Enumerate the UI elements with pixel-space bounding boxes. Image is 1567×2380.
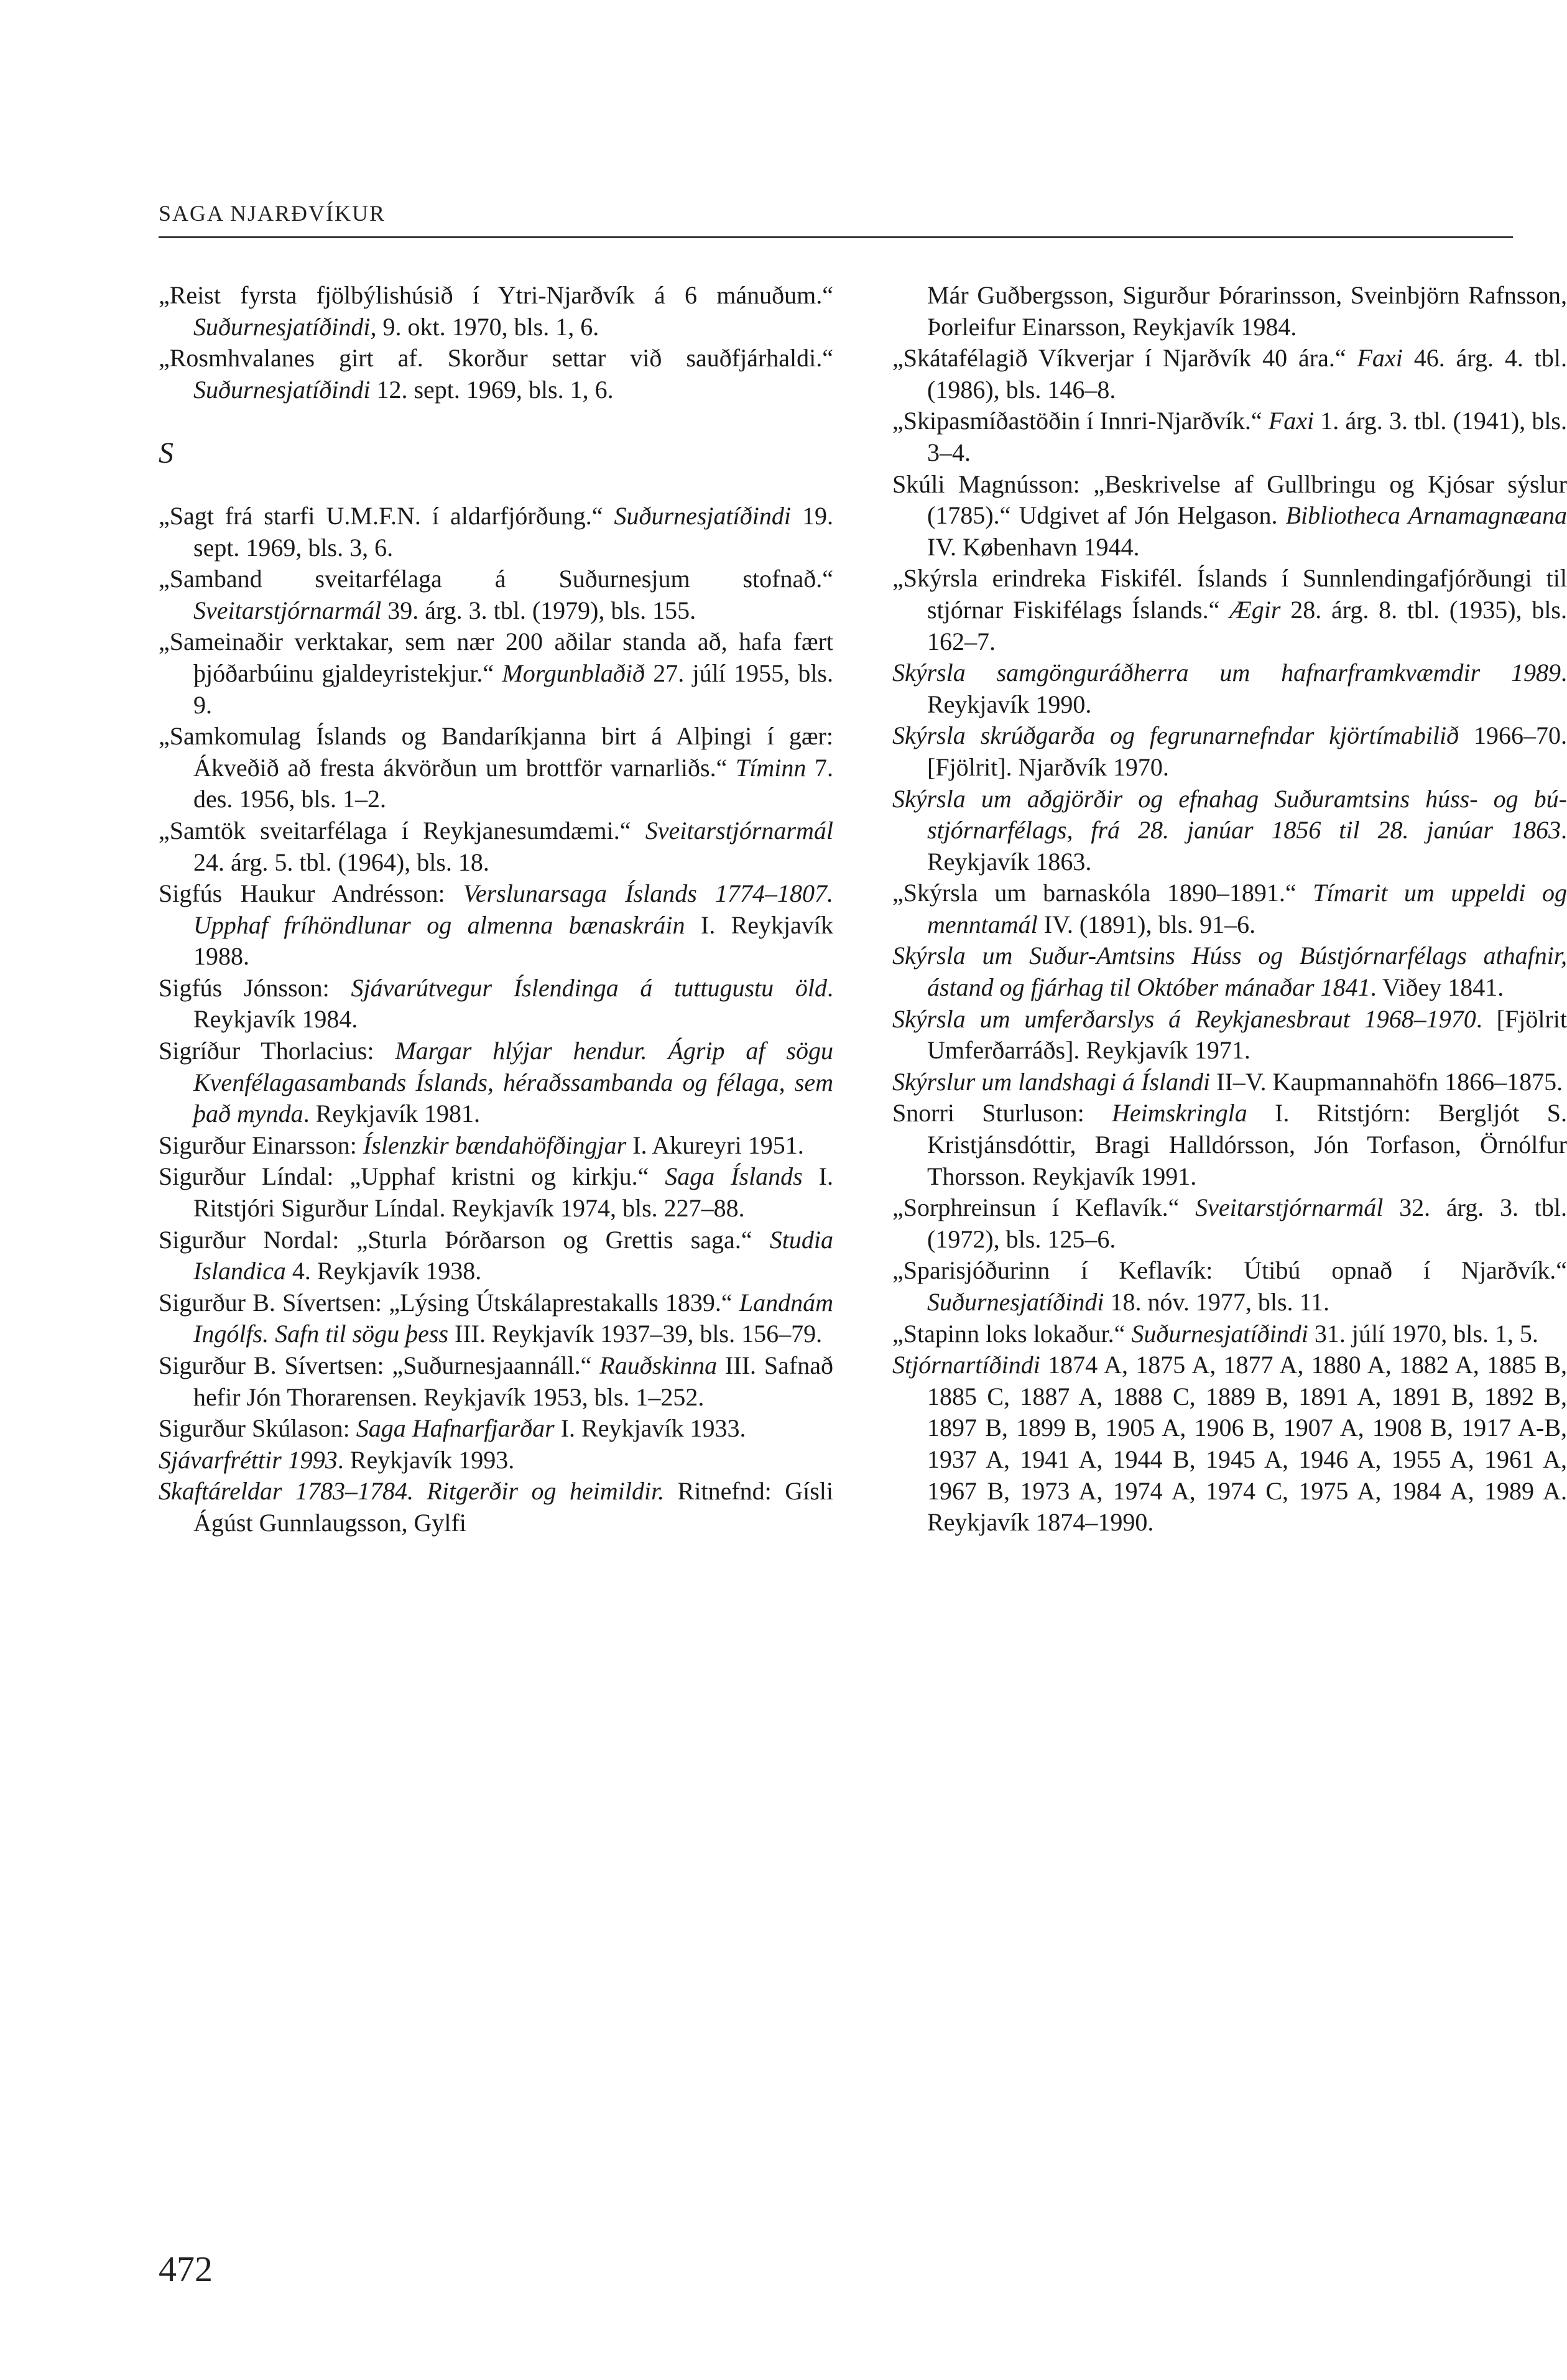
bibliography-entry: [159, 1225, 833, 1287]
entry-text: . Reykjavík 1863.: [927, 816, 1567, 876]
bibliography-entry: [892, 1318, 1567, 1350]
entry-title: Suðurnesjatíðindi: [614, 501, 791, 530]
bibliography-entry: [159, 280, 833, 343]
bibliography-entry: [159, 626, 833, 721]
entry-title: Sveitarstjórnarmál: [645, 816, 833, 845]
entries-group-b: [159, 501, 833, 1539]
bibliography-entry: [159, 1350, 833, 1413]
entry-text: I. Reykjavík 1988.: [193, 910, 834, 971]
entry-text: IV. København 1944.: [927, 532, 1140, 561]
bibliography-entry: [892, 784, 1567, 878]
entry-title: Sjávarfréttir 1993: [159, 1445, 338, 1474]
entry-title: Sjávarútvegur Íslendinga á tuttugustu öld: [351, 973, 827, 1002]
entry-title: Stjórnartíðindi: [892, 1351, 1040, 1379]
entry-text: Skúli Magnússon: „Beskrivelse af Gullbringu og Kjósar sýslur (1785).“ Udgivet af Jón Helgason.: [892, 470, 1567, 530]
running-header: SAGA NJARÐVÍKUR: [159, 201, 386, 226]
entry-text: Sigurður B. Sívertsen: „Lýsing Útskálaprestakalls 1839.“: [159, 1288, 739, 1317]
entry-title: Landnám Ingólfs. Safn til sögu þess: [193, 1288, 833, 1348]
entry-title: Ægir: [1229, 595, 1281, 624]
entry-text: „Skýrsla erindreka Fiskifél. Íslands í Sunnlendingafjórðungi til stjórnar Fiskifélags Íslands.“: [892, 564, 1567, 624]
bibliography-entry: [159, 1413, 833, 1445]
entry-text: „Reist fyrsta fjölbýlishúsið í Ytri-Njarðvík á 6 mánuðum.“: [159, 281, 833, 309]
entry-text: „Samband sveitarfélaga á Suðurnesjum stofnað.“: [159, 565, 833, 593]
entry-title: Sveitarstjórnarmál: [1195, 1193, 1384, 1222]
entry-title: Skýrsla skrúðgarða og fegrunarnefndar kjörtímabilið: [892, 721, 1459, 750]
entry-title: Íslenzkir bændahöfðingjar: [363, 1131, 627, 1159]
bibliography-entry: [159, 815, 833, 878]
bibliography-entry: [892, 405, 1567, 468]
entry-title: Skýrsla um aðgjörðir og efnahag Suðuramtsins húss- og bú-stjórnarfélags, frá 28. janúar 1856 til 28. janúar 1863: [892, 784, 1567, 845]
entry-title: Saga Íslands: [665, 1162, 803, 1191]
bibliography-entry: [892, 1192, 1567, 1255]
entry-text: „Sagt frá starfi U.M.F.N. í aldarfjórðung.“: [159, 501, 614, 530]
entry-title: Sveitarstjórnarmál: [193, 596, 382, 624]
entry-text: „Skipasmíðastöðin í Innri-Njarðvík.“: [892, 407, 1269, 435]
entry-text: III. Reykjavík 1937–39, bls. 156–79.: [448, 1320, 823, 1348]
entry-text: 24. árg. 5. tbl. (1964), bls. 18.: [193, 848, 489, 876]
bibliography-entry: [892, 1004, 1567, 1067]
entry-text: 12. sept. 1969, bls. 1, 6.: [370, 375, 614, 404]
entry-text: „Skýrsla um barnaskóla 1890–1891.“: [892, 879, 1313, 907]
entry-text: 19. sept. 1969, bls. 3, 6.: [193, 501, 833, 562]
bibliography-entry: [159, 878, 833, 973]
entry-text: II–V. Kaupmannahöfn 1866–1875.: [1210, 1067, 1563, 1096]
entry-text: . Reykjavík 1993.: [337, 1445, 515, 1474]
entry-text: Sigurður Skúlason:: [159, 1414, 356, 1443]
entry-text: 4. Reykjavík 1938.: [285, 1257, 482, 1285]
bibliography-entry: [892, 877, 1567, 940]
entry-text: . Reykjavík 1984.: [193, 973, 833, 1034]
entry-text: 39. árg. 3. tbl. (1979), bls. 155.: [381, 596, 696, 624]
bibliography-entry: [892, 657, 1567, 720]
entry-text: 1966–70. [Fjölrit]. Njarðvík 1970.: [927, 721, 1567, 781]
entry-text: Sigfús Jónsson:: [159, 973, 351, 1002]
entry-text: I. Reykjavík 1933.: [554, 1414, 746, 1443]
bibliography-entry: [159, 1130, 833, 1162]
entry-text: 28. árg. 8. tbl. (1935), bls. 162–7.: [927, 595, 1567, 655]
bibliography-entry: [159, 721, 833, 815]
entry-title: Suðurnesjatíðindi: [193, 375, 371, 404]
right-column: [892, 280, 1567, 1539]
left-column: [159, 280, 833, 1539]
entry-text: 32. árg. 3. tbl. (1972), bls. 125–6.: [927, 1193, 1567, 1253]
entry-text: Sigfús Haukur Andrésson:: [159, 879, 463, 908]
entry-text: I. Akureyri 1951.: [626, 1131, 804, 1159]
entry-title: Studia Islandica: [193, 1225, 833, 1285]
entry-title: Suðurnesjatíðindi: [927, 1288, 1104, 1316]
bibliography-entry: [159, 1161, 833, 1224]
entry-text: „Sorphreinsun í Keflavík.“: [892, 1193, 1196, 1222]
entry-title: Morgunblaðið: [502, 659, 645, 687]
bibliography-entry: [892, 1067, 1567, 1098]
bibliography-entry: [159, 501, 833, 563]
entry-title: Saga Hafnarfjarðar: [356, 1414, 555, 1443]
entry-text: IV. (1891), bls. 91–6.: [1037, 910, 1256, 938]
entry-text: I. Ritstjóri Sigurður Líndal. Reykjavík 1974, bls. 227–88.: [193, 1162, 833, 1223]
entry-title: Faxi: [1357, 344, 1403, 373]
entry-title: Skýrsla um umferðarslys á Reykjanesbraut 1968–1970: [892, 1004, 1476, 1033]
bibliography-entry: [159, 1035, 833, 1130]
entry-text: „Skátafélagið Víkverjar í Njarðvík 40 ára.“: [892, 344, 1357, 373]
entry-text: . Viðey 1841.: [1370, 973, 1504, 1002]
section-letter: S: [159, 437, 173, 470]
entry-title: Skaftáreldar 1783–1784. Ritgerðir og heimildir.: [159, 1477, 665, 1506]
entry-title: Skýrslur um landshagi á Íslandi: [892, 1067, 1211, 1096]
entries-group-a: [159, 280, 833, 405]
entry-text: „Sparisjóðurinn í Keflavík: Útibú opnað í Njarðvík.“: [892, 1256, 1567, 1285]
bibliography-entry: [892, 720, 1567, 783]
entry-title: Suðurnesjatíðindi: [193, 312, 371, 341]
bibliography-entry: [159, 973, 833, 1035]
entry-title: Heimskringla: [1112, 1099, 1247, 1127]
entry-text: . Reykjavík 1990.: [927, 659, 1567, 718]
header-rule: [159, 236, 1513, 238]
entries-group-right: [892, 343, 1567, 1539]
entry-text: Sigurður Einarsson:: [159, 1131, 363, 1159]
entry-title: Tíminn: [736, 753, 807, 782]
bibliography-entry: [892, 563, 1567, 657]
entry-text: , 9. okt. 1970, bls. 1, 6.: [370, 312, 599, 341]
entry-text: 27. júlí 1955, bls. 9.: [193, 659, 833, 719]
bibliography-entry: [892, 940, 1567, 1003]
bibliography-entry: [892, 343, 1567, 405]
continued-entry: Már Guðbergsson, Sigurður Þórarinsson, Sveinbjörn Rafnsson, Þorleifur Einarsson, Reykjavík 1984.: [927, 281, 1567, 341]
entry-text: 18. nóv. 1977, bls. 11.: [1104, 1288, 1330, 1316]
entry-text: . Reykjavík 1981.: [303, 1100, 481, 1128]
bibliography-entry: [892, 1255, 1567, 1318]
entry-text: Ritnefnd: Gísli Ágúst Gunnlaugsson, Gylfi: [193, 1477, 833, 1537]
entry-text: 7. des. 1956, bls. 1–2.: [193, 753, 834, 813]
bibliography-entry: [892, 1350, 1567, 1539]
entry-text: „Sameinaðir verktakar, sem nær 200 aðilar standa að, hafa fært þjóðarbúinu gjaldeyristekjur.“: [159, 627, 833, 687]
entry-text: 1874 A, 1875 A, 1877 A, 1880 A, 1882 A, 1885 B, 1885 C, 1887 A, 1888 C, 1889 B, 1891 A, 1891 B, 1892 B, 1897 B, 1899 B, 1905 A, 1906 B, 1907 A, 1908 B, 1917 A-B, 1937 A, 1941 A, 1944 B, 1945 A, 1946 A, 1955 A, 1961 A, 1967 B, 1973 A, 1974 A, 1974 C, 1975 A, 1984 A, 1989 A. Reykjavík 1874–1990.: [927, 1351, 1567, 1537]
bibliography-entry: [892, 1098, 1567, 1192]
entry-title: Skýrsla samgönguráðherra um hafnarframkvæmdir 1989: [892, 659, 1561, 687]
entry-text: I. Ritstjórn: Bergljót S. Kristjánsdóttir, Bragi Halldórsson, Jón Torfason, Örnólfur Thorsson. Reykjavík 1991.: [927, 1099, 1567, 1190]
bibliography-entry: [159, 1445, 833, 1476]
entry-text: „Samkomulag Íslands og Bandaríkjanna birt á Alþingi í gær: Ákveðið að fresta ákvörðun um brottför varnarliðs.“: [159, 722, 833, 782]
entry-text: 1. árg. 3. tbl. (1941), bls. 3–4.: [927, 407, 1567, 466]
entry-title: Suðurnesjatíðindi: [1131, 1319, 1308, 1348]
entry-text: „Samtök sveitarfélaga í Reykjanesumdæmi.“: [159, 816, 645, 845]
entry-text: . [Fjölrit Umferðarráðs]. Reykjavík 1971.: [927, 1004, 1567, 1065]
entry-title: Verslunarsaga Íslands 1774–1807. Upphaf fríhöndlunar og almenna bænaskráin: [193, 879, 833, 939]
entry-text: Sigríður Thorlacius:: [159, 1037, 395, 1065]
page-number: 472: [159, 2249, 213, 2289]
entry-text: III. Safnað hefir Jón Thorarensen. Reykjavík 1953, bls. 1–252.: [193, 1351, 833, 1411]
entry-title: Margar hlýjar hendur. Ágrip af sögu Kvenfélagasambands Íslands, héraðssambanda og félaga, sem það mynda: [193, 1037, 833, 1128]
entry-text: „Rosmhvalanes girt af. Skorður settar við sauðfjárhaldi.“: [159, 344, 833, 373]
entry-title: Tímarit um uppeldi og menntamál: [927, 879, 1567, 938]
entry-text: 46. árg. 4. tbl. (1986), bls. 146–8.: [927, 344, 1567, 404]
bibliography-entry: [159, 1287, 833, 1350]
entry-text: Snorri Sturluson:: [892, 1099, 1112, 1127]
entry-title: Skýrsla um Suður-Amtsins Húss og Bústjórnarfélags athafnir, ástand og fjárhag til Október mánaðar 1841: [892, 942, 1567, 1002]
bibliography-entry: [159, 343, 833, 405]
entry-title: Faxi: [1268, 407, 1315, 435]
bibliography-entry: [159, 1476, 833, 1539]
entry-text: Sigurður B. Sívertsen: „Suðurnesjaannáll.“: [159, 1351, 600, 1379]
entry-text: 31. júlí 1970, bls. 1, 5.: [1308, 1319, 1538, 1348]
entry-text: „Stapinn loks lokaður.“: [892, 1319, 1132, 1348]
entry-title: Bibliotheca Arnamagnæana: [1285, 501, 1567, 530]
bibliography-entry: [892, 469, 1567, 563]
entry-text: Sigurður Nordal: „Sturla Þórðarson og Grettis saga.“: [159, 1225, 770, 1254]
entry-title: Rauðskinna: [599, 1351, 718, 1379]
entry-text: Sigurður Líndal: „Upphaf kristni og kirkju.“: [159, 1162, 665, 1191]
bibliography-entry: [159, 563, 833, 626]
